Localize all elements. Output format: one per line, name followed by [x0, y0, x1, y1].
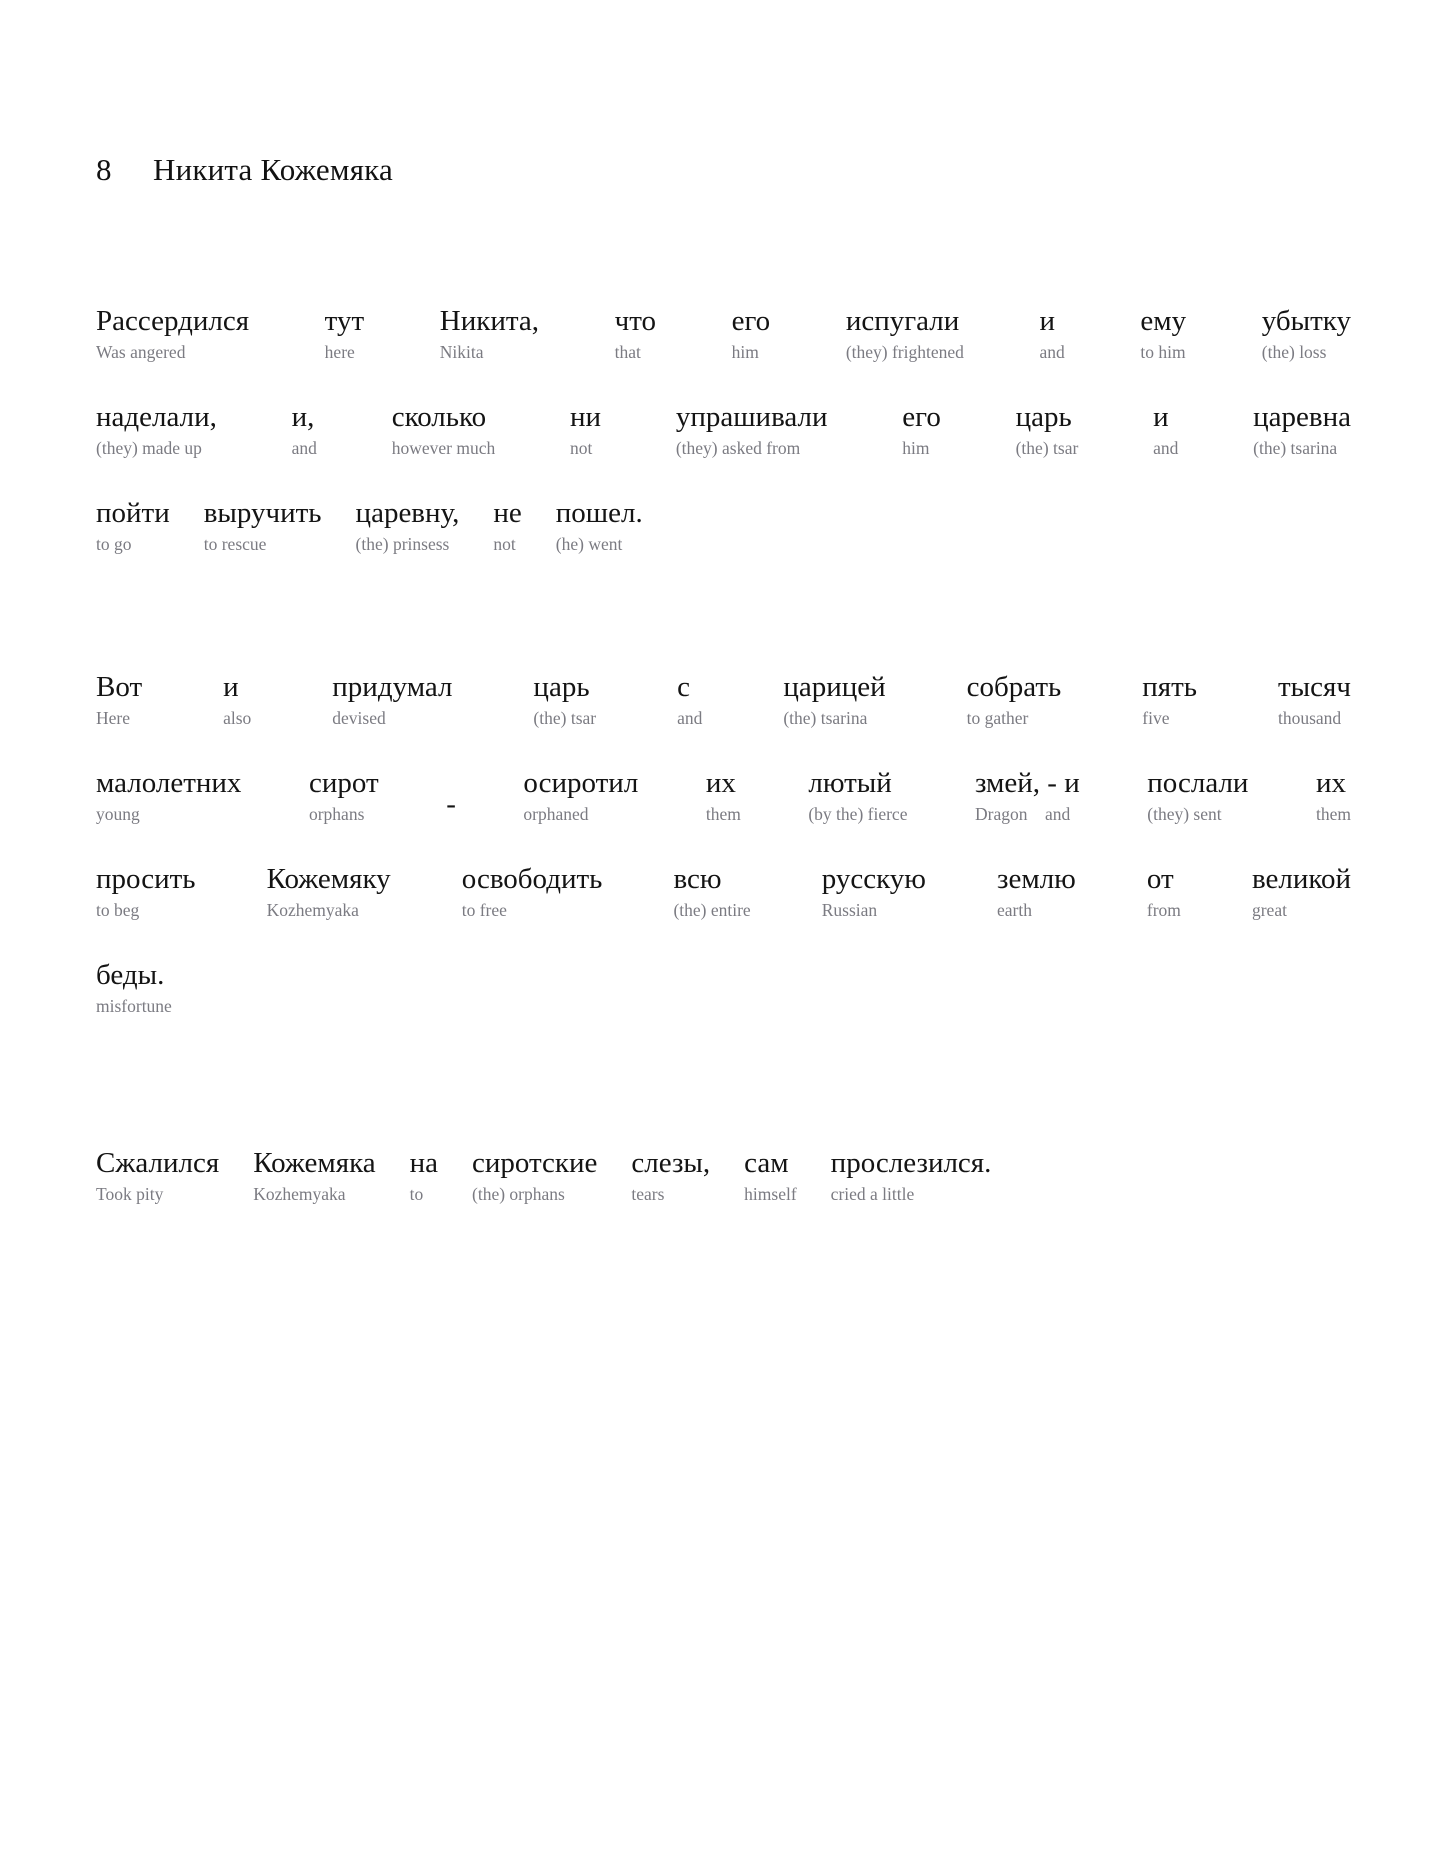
gloss-word: (by the) fierce: [808, 803, 908, 824]
source-word: сирот: [308, 767, 379, 800]
interlinear-token: [783, 671, 885, 728]
interlinear-token: [808, 767, 907, 824]
interlinear-line: [96, 266, 1351, 362]
gloss-word: and: [1039, 341, 1065, 362]
source-word: освободить: [461, 863, 603, 896]
interlinear-token: [902, 401, 941, 458]
gloss-word: them: [1315, 803, 1351, 824]
gloss-word: earth: [997, 899, 1032, 920]
gloss-word: to free: [461, 899, 507, 920]
interlinear-token: [410, 1147, 438, 1204]
interlinear-token: [523, 767, 638, 824]
interlinear-token: [472, 1147, 597, 1204]
gloss-word: five: [1142, 707, 1170, 728]
source-word: их: [1315, 767, 1347, 800]
gloss-word: also: [223, 707, 252, 728]
source-word: осиротил: [523, 767, 639, 800]
paragraph-spacer: [96, 188, 1351, 266]
interlinear-token: [673, 863, 750, 920]
gloss-word: orphaned: [523, 803, 589, 824]
interlinear-token: [1253, 401, 1351, 458]
source-word: и: [1153, 401, 1169, 434]
gloss-word: misfortune: [96, 995, 172, 1016]
interlinear-token: [493, 497, 521, 554]
interlinear-token: [556, 497, 643, 554]
interlinear-token: [309, 767, 379, 824]
source-word: их: [705, 767, 736, 800]
interlinear-token: [615, 305, 656, 362]
interlinear-token: [96, 1147, 219, 1204]
gloss-word: that: [614, 341, 641, 362]
gloss-word: however much: [391, 437, 496, 458]
gloss-word: Kozhemyaka: [266, 899, 359, 920]
gloss-word: young: [96, 803, 140, 824]
interlinear-token: [631, 1147, 710, 1204]
source-word: царь: [533, 671, 590, 704]
interlinear-token: [462, 863, 603, 920]
interlinear-token: [1153, 401, 1178, 458]
interlinear-token: [1147, 863, 1181, 920]
source-word: царевну,: [355, 497, 460, 530]
page-content: [96, 0, 1351, 1204]
gloss-word: (the) tsar: [533, 707, 597, 728]
interlinear-token: [677, 671, 702, 728]
gloss-word: (they) frightened: [845, 341, 964, 362]
gloss-word: to him: [1140, 341, 1186, 362]
interlinear-token: [744, 1147, 797, 1204]
interlinear-line: [96, 920, 1351, 1016]
gloss-word: to beg: [96, 899, 140, 920]
interlinear-token: [975, 767, 1080, 824]
gloss-word: Nikita: [439, 341, 484, 362]
interlinear-token: [676, 401, 828, 458]
source-word: царь: [1015, 401, 1072, 434]
interlinear-token: [332, 671, 452, 728]
gloss-word: Dragon and: [975, 803, 1071, 824]
interlinear-token: [96, 959, 172, 1016]
interlinear-token: [997, 863, 1076, 920]
interlinear-token: [253, 1147, 375, 1204]
gloss-word: Russian: [821, 899, 878, 920]
interlinear-token: [570, 401, 601, 458]
gloss-word: to rescue: [203, 533, 267, 554]
interlinear-token: [1016, 401, 1079, 458]
source-word: Никита,: [439, 305, 539, 338]
gloss-word: (the) orphans: [472, 1183, 565, 1204]
source-word: Вот: [96, 671, 143, 704]
gloss-word: tears: [631, 1183, 665, 1204]
source-word: змей, - и: [975, 767, 1080, 800]
source-word: тысяч: [1277, 671, 1351, 704]
gloss-word: (they) made up: [96, 437, 202, 458]
paragraph: [96, 266, 1351, 554]
interlinear-token: [732, 305, 771, 362]
source-word: малолетних: [96, 767, 242, 800]
source-word: русскую: [821, 863, 926, 896]
source-word: и,: [291, 401, 315, 434]
source-word: Рассердился: [96, 305, 250, 338]
source-word: великой: [1251, 863, 1351, 896]
source-word: что: [614, 305, 657, 338]
source-word: пять: [1142, 671, 1198, 704]
interlinear-token: [446, 788, 456, 824]
interlinear-token: [96, 767, 241, 824]
source-word: не: [493, 497, 522, 530]
gloss-word: (they) sent: [1147, 803, 1222, 824]
interlinear-token: [96, 401, 217, 458]
interlinear-token: [1142, 671, 1197, 728]
source-word: всю: [673, 863, 722, 896]
interlinear-token: [1278, 671, 1351, 728]
source-word: послали: [1147, 767, 1249, 800]
interlinear-token: [96, 863, 196, 920]
gloss-word: Was angered: [96, 341, 186, 362]
source-word: пошел.: [555, 497, 643, 530]
gloss-word: here: [324, 341, 355, 362]
source-word: придумал: [332, 671, 453, 704]
source-word: Кожемяку: [266, 863, 391, 896]
source-word: убытку: [1261, 305, 1351, 338]
source-word: ни: [570, 401, 602, 434]
source-word: испугали: [845, 305, 960, 338]
interlinear-body: [96, 188, 1351, 1204]
interlinear-token: [96, 671, 142, 728]
interlinear-token: [1316, 767, 1351, 824]
interlinear-token: [96, 497, 170, 554]
paragraph-spacer: [96, 1016, 1351, 1108]
interlinear-token: [1252, 863, 1351, 920]
source-word: просить: [96, 863, 196, 896]
gloss-word: (the) tsar: [1015, 437, 1079, 458]
source-word: землю: [997, 863, 1076, 896]
interlinear-line: [96, 1108, 1351, 1204]
source-word: с: [677, 671, 690, 704]
source-word: собрать: [966, 671, 1062, 704]
gloss-word: orphans: [308, 803, 365, 824]
gloss-word: (the) loss: [1261, 341, 1327, 362]
gloss-word: himself: [744, 1183, 797, 1204]
source-word: и: [1039, 305, 1056, 338]
interlinear-token: [1147, 767, 1248, 824]
interlinear-token: [204, 497, 322, 554]
interlinear-token: [533, 671, 596, 728]
interlinear-token: [292, 401, 317, 458]
interlinear-line: [96, 458, 1351, 554]
interlinear-line: [96, 728, 1351, 824]
source-word: пойти: [96, 497, 170, 530]
source-word: его: [731, 305, 771, 338]
gloss-word: devised: [332, 707, 386, 728]
gloss-word: cried a little: [830, 1183, 915, 1204]
paragraph: [96, 1108, 1351, 1204]
source-word: сам: [744, 1147, 789, 1180]
source-word: -: [446, 787, 456, 820]
source-word: наделали,: [96, 401, 217, 434]
source-word: тут: [324, 305, 365, 338]
gloss-word: and: [1153, 437, 1179, 458]
gloss-word: (they) asked from: [675, 437, 801, 458]
interlinear-token: [1140, 305, 1186, 362]
paragraph-spacer: [96, 554, 1351, 632]
source-word: беды.: [96, 959, 165, 992]
source-word: и: [223, 671, 239, 704]
chapter-number: 8: [96, 152, 112, 187]
interlinear-token: [967, 671, 1062, 728]
chapter-heading: [96, 152, 1351, 188]
gloss-word: (the) entire: [673, 899, 751, 920]
gloss-word: him: [902, 437, 930, 458]
source-word: лютый: [808, 767, 892, 800]
gloss-word: Took pity: [96, 1183, 164, 1204]
interlinear-token: [223, 671, 251, 728]
interlinear-token: [831, 1147, 992, 1204]
interlinear-token: [267, 863, 391, 920]
interlinear-token: [1040, 305, 1065, 362]
interlinear-token: [1262, 305, 1351, 362]
gloss-word: not: [570, 437, 593, 458]
source-word: Кожемяка: [253, 1147, 376, 1180]
source-word: выручить: [203, 497, 322, 530]
gloss-word: and: [677, 707, 703, 728]
gloss-word: them: [705, 803, 741, 824]
interlinear-token: [706, 767, 741, 824]
gloss-word: (the) prinsess: [355, 533, 450, 554]
gloss-word: and: [291, 437, 317, 458]
gloss-word: to go: [96, 533, 132, 554]
interlinear-token: [392, 401, 496, 458]
gloss-word: not: [493, 533, 516, 554]
gloss-word: (the) tsarina: [1253, 437, 1338, 458]
source-word: ему: [1140, 305, 1187, 338]
gloss-word: (he) went: [555, 533, 623, 554]
source-word: царевна: [1253, 401, 1351, 434]
source-word: на: [409, 1147, 439, 1180]
gloss-word: him: [731, 341, 759, 362]
source-word: сколько: [391, 401, 487, 434]
gloss-word: great: [1251, 899, 1287, 920]
interlinear-token: [325, 305, 364, 362]
interlinear-token: [846, 305, 964, 362]
interlinear-line: [96, 824, 1351, 920]
source-word: упрашивали: [675, 401, 828, 434]
gloss-word: from: [1146, 899, 1181, 920]
gloss-word: to: [409, 1183, 424, 1204]
gloss-word: thousand: [1277, 707, 1342, 728]
gloss-word: (the) tsarina: [783, 707, 868, 728]
source-word: Сжалился: [96, 1147, 220, 1180]
source-word: его: [902, 401, 941, 434]
interlinear-token: [822, 863, 926, 920]
source-word: слезы,: [631, 1147, 711, 1180]
source-word: сиротские: [472, 1147, 598, 1180]
interlinear-token: [96, 305, 249, 362]
interlinear-token: [356, 497, 460, 554]
chapter-title: Никита Кожемяка: [153, 152, 393, 187]
gloss-word: to gather: [966, 707, 1029, 728]
interlinear-line: [96, 632, 1351, 728]
source-word: от: [1146, 863, 1174, 896]
paragraph: [96, 632, 1351, 1016]
gloss-word: Here: [96, 707, 131, 728]
interlinear-token: [440, 305, 539, 362]
gloss-word: Kozhemyaka: [253, 1183, 346, 1204]
source-word: прослезился.: [830, 1147, 992, 1180]
source-word: царицей: [783, 671, 886, 704]
interlinear-line: [96, 362, 1351, 458]
